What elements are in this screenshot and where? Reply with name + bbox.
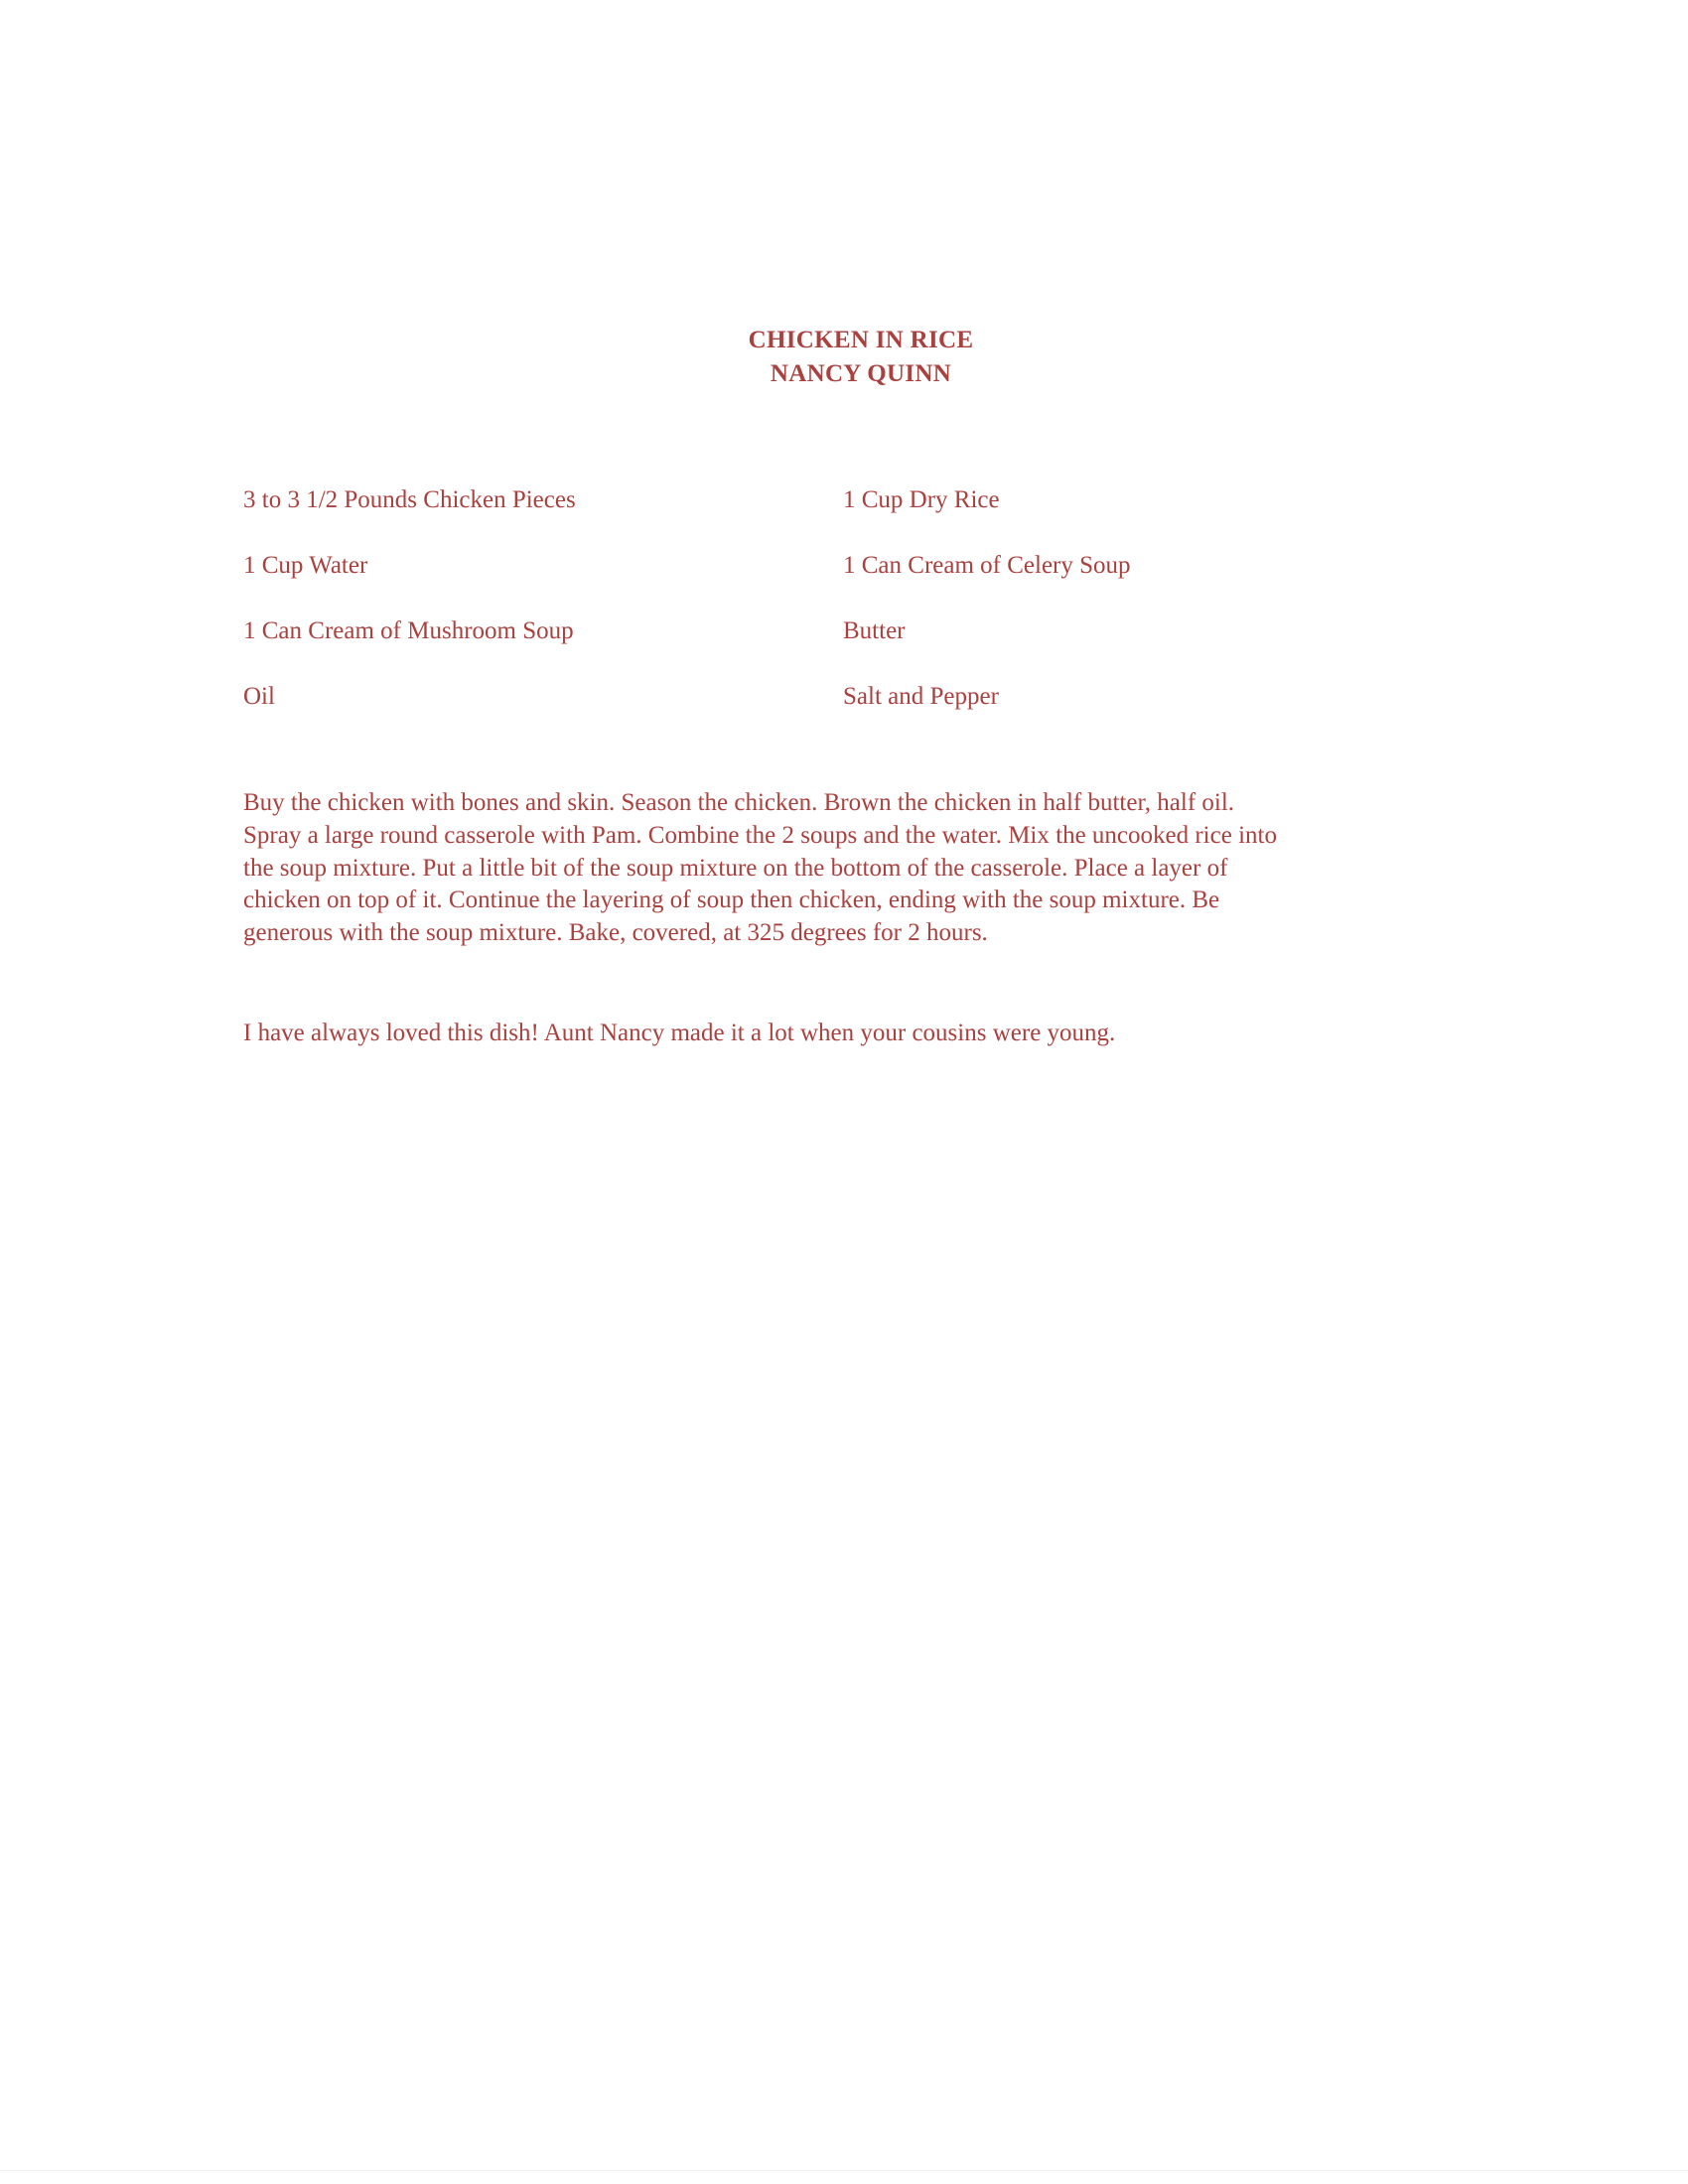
ingredient-row bbox=[243, 683, 1236, 749]
recipe-header bbox=[0, 324, 1688, 391]
ingredient-item: 1 Cup Water bbox=[243, 552, 368, 579]
instruction-line: chicken on top of it. Continue the layering of soup then chicken, ending with the soup mixture. Be bbox=[243, 887, 1220, 914]
recipe-note: I have always loved this dish! Aunt Nancy made it a lot when your cousins were young. bbox=[243, 1020, 1116, 1046]
ingredient-item: Butter bbox=[843, 617, 906, 644]
recipe-title: CHICKEN IN RICE bbox=[748, 327, 974, 353]
ingredient-row bbox=[243, 552, 1236, 617]
recipe-instructions bbox=[243, 787, 1465, 950]
ingredient-item: Oil bbox=[243, 683, 275, 710]
instruction-line: the soup mixture. Put a little bit of the soup mixture on the bottom of the casserole. Place a layer of bbox=[243, 854, 1228, 882]
scan-edge-divider bbox=[0, 2170, 1688, 2171]
ingredient-item: 1 Cup Dry Rice bbox=[843, 486, 1000, 513]
ingredient-item: Salt and Pepper bbox=[843, 683, 999, 710]
ingredient-item: 1 Can Cream of Celery Soup bbox=[843, 552, 1131, 579]
instruction-line: generous with the soup mixture. Bake, covered, at 325 degrees for 2 hours. bbox=[243, 919, 988, 947]
ingredient-row bbox=[243, 617, 1236, 683]
instruction-line: Buy the chicken with bones and skin. Season the chicken. Brown the chicken in half butter, half oil. bbox=[243, 789, 1235, 816]
recipe-author: NANCY QUINN bbox=[770, 360, 952, 387]
ingredient-item: 3 to 3 1/2 Pounds Chicken Pieces bbox=[243, 486, 576, 513]
ingredient-item: 1 Can Cream of Mushroom Soup bbox=[243, 617, 574, 644]
ingredient-list bbox=[243, 486, 1236, 749]
ingredient-row bbox=[243, 486, 1236, 552]
instruction-line: Spray a large round casserole with Pam. Combine the 2 soups and the water. Mix the uncooked rice into bbox=[243, 821, 1277, 849]
